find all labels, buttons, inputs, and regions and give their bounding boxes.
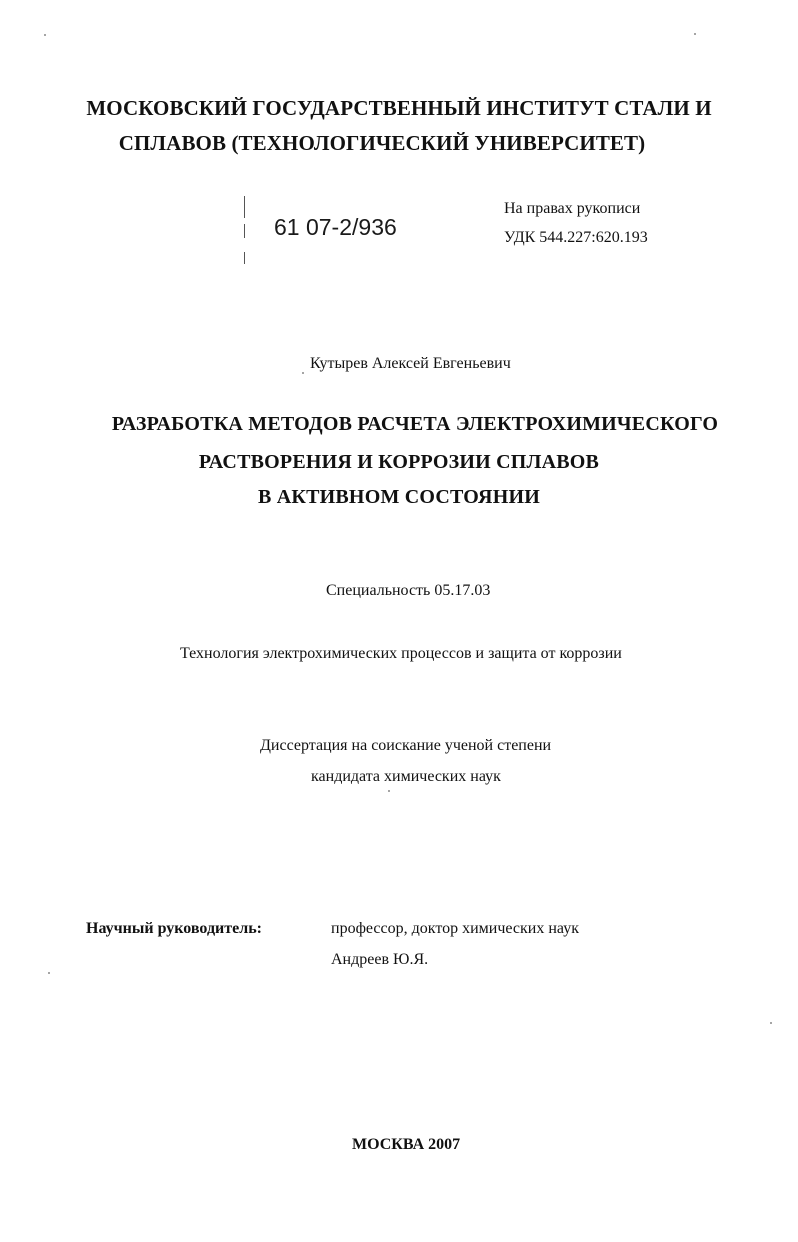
degree-line-1: Диссертация на соискание ученой степени bbox=[260, 737, 552, 754]
author-name: Кутырев Алексей Евгеньевич bbox=[310, 355, 511, 372]
city-year: МОСКВА 2007 bbox=[352, 1136, 461, 1153]
specialty: Специальность 05.17.03 bbox=[326, 582, 491, 599]
supervisor-label: Научный руководитель: bbox=[86, 920, 262, 937]
manuscript-rights: На правах рукописи bbox=[504, 200, 641, 217]
degree-line-2: кандидата химических наук bbox=[311, 768, 501, 785]
specialty-name: Технология электрохимических процессов и защита от коррозии bbox=[180, 645, 622, 662]
margin-line bbox=[244, 252, 245, 264]
supervisor-name: Андреев Ю.Я. bbox=[331, 951, 429, 968]
scan-speck bbox=[770, 1022, 772, 1024]
scan-speck bbox=[302, 372, 304, 374]
scan-speck bbox=[388, 790, 390, 792]
archive-code: 61 07-2/936 bbox=[274, 214, 397, 240]
scan-speck bbox=[694, 33, 696, 35]
scan-speck bbox=[44, 34, 46, 36]
udc-code: УДК 544.227:620.193 bbox=[504, 229, 648, 246]
margin-line bbox=[244, 224, 245, 238]
title-line-1: РАЗРАБОТКА МЕТОДОВ РАСЧЕТА ЭЛЕКТРОХИМИЧЕСКОГО bbox=[111, 413, 719, 435]
title-line-2: РАСТВОРЕНИЯ И КОРРОЗИИ СПЛАВОВ bbox=[198, 451, 600, 473]
institute-line-2: СПЛАВОВ (ТЕХНОЛОГИЧЕСКИЙ УНИВЕРСИТЕТ) bbox=[118, 131, 646, 155]
supervisor-title: профессор, доктор химических наук bbox=[331, 920, 579, 937]
scan-speck bbox=[48, 972, 50, 974]
margin-line bbox=[244, 196, 245, 218]
title-line-3: В АКТИВНОМ СОСТОЯНИИ bbox=[258, 486, 540, 508]
institute-line-1: МОСКОВСКИЙ ГОСУДАРСТВЕННЫЙ ИНСТИТУТ СТАЛИ И bbox=[86, 96, 712, 120]
